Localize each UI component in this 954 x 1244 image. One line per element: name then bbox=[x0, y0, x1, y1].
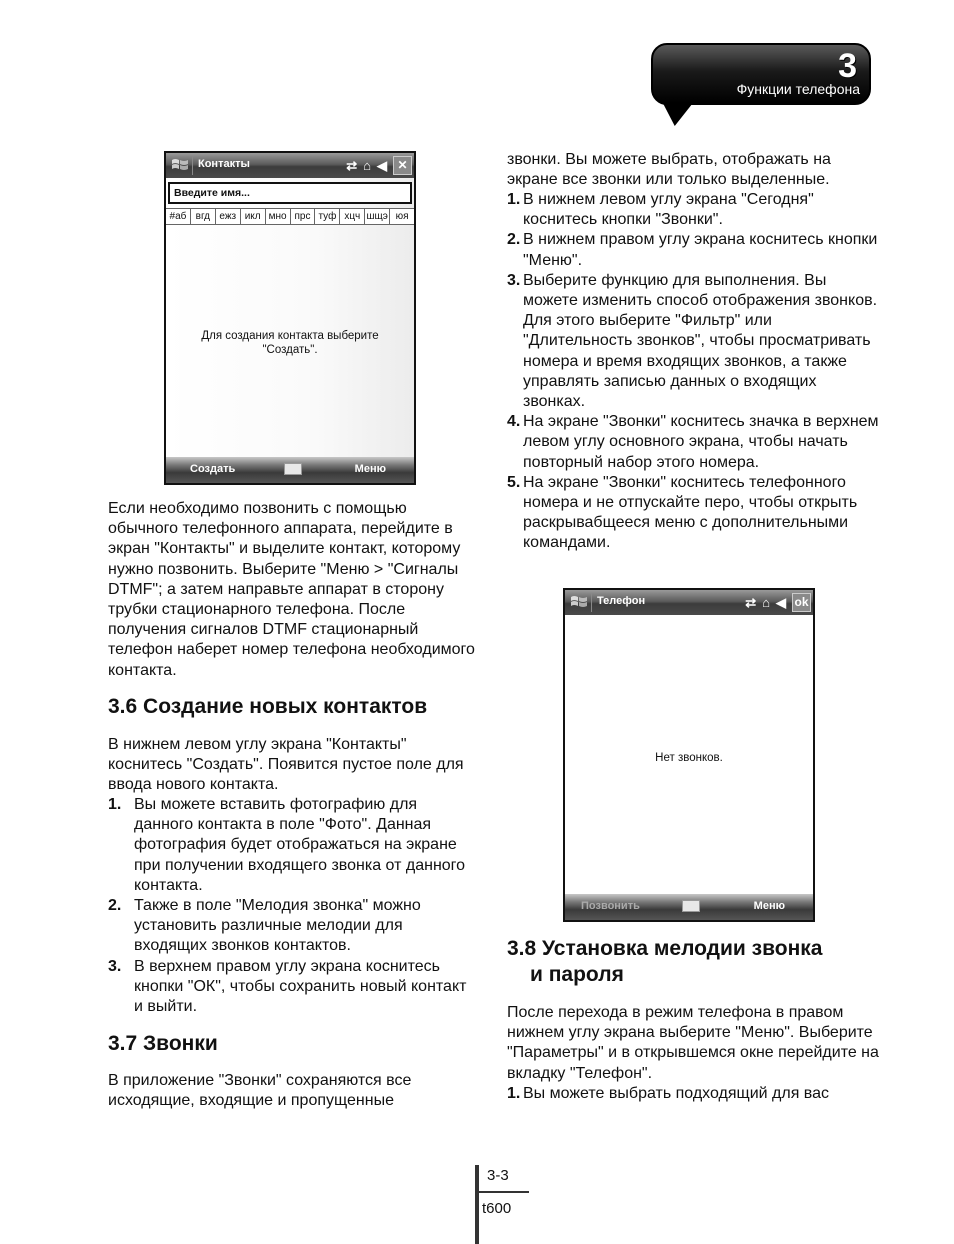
menu-softkey[interactable]: Меню bbox=[354, 463, 386, 475]
section-3-8-list bbox=[507, 1084, 879, 1104]
contacts-title-bar bbox=[166, 153, 414, 178]
alphabet-tab[interactable]: ежз bbox=[216, 209, 241, 224]
list-item-text: Вы можете вставить фотографию для данного контакта в поле "Фото". Данная фотография будет отображаться на экране при получении входящего звонка от данного контакта. bbox=[134, 796, 466, 894]
close-button[interactable]: ✕ bbox=[393, 156, 412, 175]
create-softkey[interactable]: Создать bbox=[190, 463, 236, 475]
alphabet-index-bar bbox=[166, 208, 414, 225]
title-separator bbox=[192, 156, 193, 175]
section-3-8-paragraph: После перехода в режим телефона в правом нижнем углу экрана выберите "Меню". Выберите "Параметры" и в открывшемся окне перейдите на вкладку "Телефон". bbox=[507, 1004, 879, 1082]
chapter-number: 3 bbox=[838, 47, 857, 85]
status-icons bbox=[745, 593, 811, 612]
alphabet-tab[interactable]: прс bbox=[291, 209, 316, 224]
section-3-8-heading-line1: 3.8 Установка мелодии звонка bbox=[507, 937, 823, 960]
list-item bbox=[507, 271, 879, 412]
list-item-number: 1. bbox=[108, 796, 122, 813]
list-item bbox=[507, 473, 879, 554]
list-item-text: На экране "Звонки" коснитесь значка в верхнем левом углу основного экрана, чтобы начать повторный набор этого номера. bbox=[523, 413, 879, 471]
list-item-number: 3. bbox=[108, 957, 122, 975]
chapter-title: Функции телефона bbox=[736, 81, 860, 97]
list-item bbox=[507, 190, 879, 230]
contacts-app-title: Контакты bbox=[198, 158, 250, 170]
alphabet-tab[interactable]: вгд bbox=[191, 209, 216, 224]
footer-divider-horizontal bbox=[479, 1191, 529, 1193]
connectivity-icon[interactable]: ⇄ bbox=[346, 158, 358, 173]
alphabet-tab[interactable]: туф bbox=[315, 209, 340, 224]
call-softkey[interactable]: Позвонить bbox=[581, 900, 640, 912]
contact-search-input[interactable]: Введите имя... bbox=[168, 182, 412, 204]
alphabet-tab[interactable]: мно bbox=[266, 209, 291, 224]
device-model: t600 bbox=[482, 1200, 512, 1217]
contacts-softkey-bar bbox=[166, 457, 414, 483]
signal-off-icon[interactable]: ⌂ bbox=[762, 595, 770, 610]
keyboard-icon[interactable] bbox=[682, 900, 700, 912]
alphabet-tab[interactable]: #аб bbox=[166, 209, 191, 224]
list-item bbox=[108, 957, 473, 1018]
list-item-number: 3. bbox=[507, 271, 521, 289]
footer-divider-vertical bbox=[475, 1165, 479, 1244]
calls-continuation-paragraph: звонки. Вы можете выбрать, отображать на экране все звонки или только выделенные. bbox=[507, 151, 831, 189]
alphabet-tab[interactable]: шщэ bbox=[365, 209, 390, 224]
section-3-7-heading: 3.7 Звонки bbox=[108, 1032, 218, 1055]
signal-off-icon[interactable]: ⌂ bbox=[363, 158, 371, 173]
phone-app-title: Телефон bbox=[597, 595, 646, 607]
list-item-text: В нижнем правом углу экрана коснитесь кнопки "Меню". bbox=[523, 231, 878, 269]
volume-icon[interactable]: ◀ bbox=[776, 595, 786, 610]
keyboard-icon[interactable] bbox=[284, 463, 302, 475]
list-item bbox=[108, 795, 473, 896]
windows-start-icon[interactable] bbox=[569, 593, 589, 611]
list-item-number: 4. bbox=[507, 413, 521, 431]
list-item-number: 1. bbox=[507, 191, 521, 208]
alphabet-tab[interactable]: икл bbox=[241, 209, 266, 224]
section-3-7-paragraph: В приложение "Звонки" сохраняются все исходящие, входящие и пропущенные bbox=[108, 1072, 412, 1110]
empty-contacts-message-line2: "Создать". bbox=[262, 344, 318, 356]
ok-button[interactable]: ok bbox=[792, 593, 811, 612]
section-3-8-heading-line2: и пароля bbox=[530, 963, 624, 986]
phone-title-bar bbox=[565, 590, 813, 615]
list-item-text: Вы можете выбрать подходящий для вас bbox=[523, 1085, 830, 1102]
list-item bbox=[507, 230, 879, 270]
list-item-number: 2. bbox=[507, 231, 521, 249]
phone-softkey-bar bbox=[565, 894, 813, 920]
list-item bbox=[108, 896, 473, 957]
section-3-6-list bbox=[108, 795, 473, 1017]
status-icons bbox=[346, 156, 412, 175]
list-item-text: Выберите функцию для выполнения. Вы можете изменить способ отображения звонков. Для этого выберите "Фильтр" или "Длительность звонков", чтобы просматривать номера и время входящих звонков, а также управлять записью данных о входящих звонках. bbox=[523, 271, 878, 411]
list-item-text: Также в поле "Мелодия звонка" можно установить различные мелодии для входящих звонков контактов. bbox=[134, 897, 421, 955]
list-item-number: 2. bbox=[108, 897, 122, 915]
list-item bbox=[507, 412, 879, 473]
dtmf-paragraph: Если необходимо позвонить с помощью обычного телефонного аппарата, перейдите в экран "Контакты" и выделите контакт, которому нужно позвонить. Выберите "Меню > "Сигналы DTMF"; а затем направьте аппарат в сторону трубки стационарного телефона. После получения сигналов DTMF стационарный телефон наберет номер телефона необходимого контакта. bbox=[108, 500, 475, 679]
page-number: 3-3 bbox=[487, 1167, 509, 1184]
contacts-screenshot bbox=[164, 151, 416, 485]
section-3-6-paragraph: В нижнем левом углу экрана "Контакты" коснитесь "Создать". Появится пустое поле для ввода нового контакта. bbox=[108, 736, 464, 794]
section-3-6-heading: 3.6 Создание новых контактов bbox=[108, 695, 428, 718]
windows-start-icon[interactable] bbox=[170, 156, 190, 174]
connectivity-icon[interactable]: ⇄ bbox=[745, 595, 757, 610]
list-item bbox=[507, 1084, 879, 1104]
chapter-badge bbox=[651, 43, 871, 105]
no-calls-message: Нет звонков. bbox=[655, 752, 723, 764]
empty-contacts-message-line1: Для создания контакта выберите bbox=[201, 330, 379, 342]
title-separator bbox=[591, 593, 592, 612]
list-item-text: На экране "Звонки" коснитесь телефонного номера и не отпускайте перо, чтобы открыть раскрывабщееся меню с дополнительными командами. bbox=[523, 473, 858, 552]
alphabet-tab[interactable]: юя bbox=[395, 211, 409, 222]
phone-screenshot bbox=[563, 588, 815, 922]
menu-softkey[interactable]: Меню bbox=[753, 900, 785, 912]
list-item-number: 1. bbox=[507, 1085, 521, 1102]
calls-steps-list bbox=[507, 190, 879, 554]
volume-icon[interactable]: ◀ bbox=[377, 158, 387, 173]
list-item-text: В верхнем правом углу экрана коснитесь кнопки "ОК", чтобы сохранить новый контакт и выйти. bbox=[134, 957, 467, 1016]
list-item-number: 5. bbox=[507, 473, 521, 491]
list-item-text: В нижнем левом углу экрана "Сегодня" коснитесь кнопки "Звонки". bbox=[523, 191, 814, 229]
alphabet-tab[interactable]: хцч bbox=[340, 209, 365, 224]
